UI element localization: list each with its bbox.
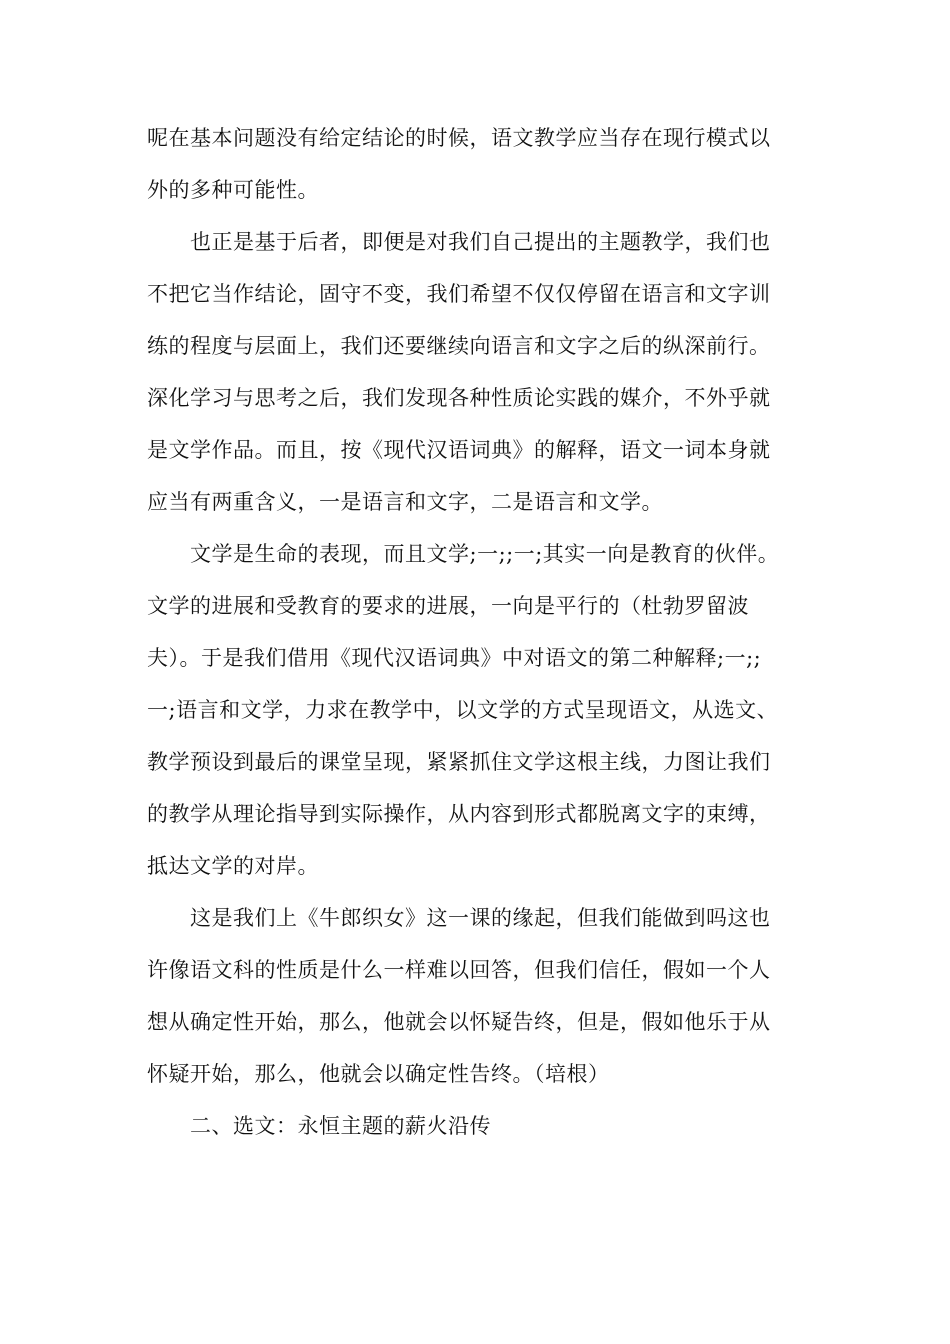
text-line: 是文学作品。而且，按《现代汉语词典》的解释，语文一词本身就: [147, 438, 771, 462]
text-line: 练的程度与层面上，我们还要继续向语言和文字之后的纵深前行。: [147, 334, 771, 358]
text-line: 深化学习与思考之后，我们发现各种性质论实践的媒介，不外乎就: [147, 386, 771, 410]
text-line: 怀疑开始，那么，他就会以确定性告终。（培根）: [147, 1062, 610, 1086]
section-heading: 二、选文：永恒主题的薪火沿传: [190, 1114, 491, 1138]
paragraph-first-line: 文学是生命的表现，而且文学;一;;一;其实一向是教育的伙伴。: [190, 542, 780, 566]
text-line: 应当有两重含义，一是语言和文字，二是语言和文学。: [147, 490, 663, 514]
text-line: 夫）。于是我们借用《现代汉语词典》中对语文的第二种解释;一;;: [147, 646, 762, 670]
text-line: 许像语文科的性质是什么一样难以回答，但我们信任，假如一个人: [147, 958, 771, 982]
text-line: 的教学从理论指导到实际操作，从内容到形式都脱离文字的束缚，: [147, 802, 771, 826]
text-line: 教学预设到最后的课堂呈现，紧紧抓住文学这根主线，力图让我们: [147, 750, 771, 774]
text-line: 抵达文学的对岸。: [147, 854, 319, 878]
text-line: 一;语言和文学，力求在教学中，以文学的方式呈现语文，从选文、: [147, 698, 779, 722]
text-line: 不把它当作结论，固守不变，我们希望不仅仅停留在语言和文字训: [147, 282, 771, 306]
text-line: 呢在基本问题没有给定结论的时候，语文教学应当存在现行模式以: [147, 126, 771, 150]
paragraph-first-line: 这是我们上《牛郎织女》这一课的缘起，但我们能做到吗这也: [190, 906, 771, 930]
text-line: 外的多种可能性。: [147, 178, 319, 202]
text-line: 想从确定性开始，那么，他就会以怀疑告终，但是，假如他乐于从: [147, 1010, 771, 1034]
text-line: 文学的进展和受教育的要求的进展，一向是平行的（杜勃罗留波: [147, 594, 749, 618]
paragraph-first-line: 也正是基于后者，即便是对我们自己提出的主题教学，我们也: [190, 230, 771, 254]
